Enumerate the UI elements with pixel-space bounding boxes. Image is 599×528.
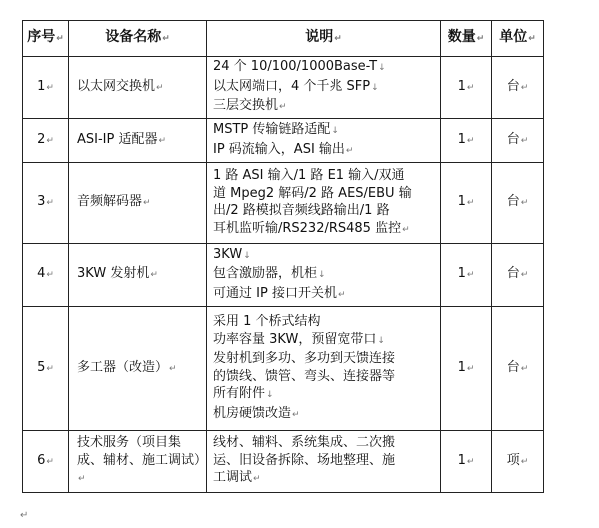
header-desc: 说明↵: [207, 21, 441, 57]
cell-no: 1↵: [23, 57, 69, 119]
table-row: [23, 307, 544, 431]
cell-qty: 1↵: [441, 431, 492, 493]
cell-unit: 项↵: [492, 431, 544, 493]
cell-no: 5↵: [23, 307, 69, 431]
header-qty: 数量↵: [441, 21, 492, 57]
cell-desc: 采用 1 个桥式结构 功率容量 3KW，预留宽带口↓ 发射机到多功、多功到天馈连接 的馈线、馈管、弯头、连接器等 所有附件↓ 机房硬馈改造↵: [207, 307, 441, 431]
cell-unit: 台↵: [492, 307, 544, 431]
header-no: 序号↵: [23, 21, 69, 57]
cell-name: 技术服务（项目集成、辅材、施工调试）↵: [69, 431, 207, 493]
cell-name: 以太网交换机↵: [69, 57, 207, 119]
cell-unit: 台↵: [492, 244, 544, 307]
cell-unit: 台↵: [492, 163, 544, 244]
cell-desc: 1 路 ASI 输入/1 路 E1 输入/双通 道 Mpeg2 解码/2 路 AES/EBU 输 出/2 路模拟音频线路输出/1 路 耳机监听输/RS232/RS485 监控↵: [207, 163, 441, 244]
cell-no: 2↵: [23, 119, 69, 163]
cell-name: 3KW 发射机↵: [69, 244, 207, 307]
table-header-row: [23, 21, 544, 57]
cell-desc: 线材、辅料、系统集成、二次搬 运、旧设备拆除、场地整理、施 工调试↵: [207, 431, 441, 493]
paragraph-end-mark: ↵: [20, 510, 29, 521]
cell-qty: 1↵: [441, 307, 492, 431]
cell-unit: 台↵: [492, 119, 544, 163]
header-name: 设备名称↵: [69, 21, 207, 57]
cell-qty: 1↵: [441, 57, 492, 119]
equipment-table-container: [22, 20, 544, 493]
equipment-table: [22, 20, 544, 493]
cell-name: ASI-IP 适配器↵: [69, 119, 207, 163]
cell-desc: 3KW↓ 包含激励器，机柜↓ 可通过 IP 接口开关机↵: [207, 244, 441, 307]
table-row: [23, 244, 544, 307]
cell-desc: MSTP 传输链路适配↓ IP 码流输入，ASI 输出↵: [207, 119, 441, 163]
cell-qty: 1↵: [441, 163, 492, 244]
header-unit: 单位↵: [492, 21, 544, 57]
table-row: [23, 431, 544, 493]
cell-no: 4↵: [23, 244, 69, 307]
cell-name: 音频解码器↵: [69, 163, 207, 244]
cell-desc: 24 个 10/100/1000Base-T↓ 以太网端口，4 个千兆 SFP↓ 三层交换机↵: [207, 57, 441, 119]
table-row: [23, 119, 544, 163]
cell-no: 6↵: [23, 431, 69, 493]
cell-no: 3↵: [23, 163, 69, 244]
cell-qty: 1↵: [441, 244, 492, 307]
cell-qty: 1↵: [441, 119, 492, 163]
table-row: [23, 57, 544, 119]
cell-unit: 台↵: [492, 57, 544, 119]
table-row: [23, 163, 544, 244]
cell-name: 多工器（改造）↵: [69, 307, 207, 431]
